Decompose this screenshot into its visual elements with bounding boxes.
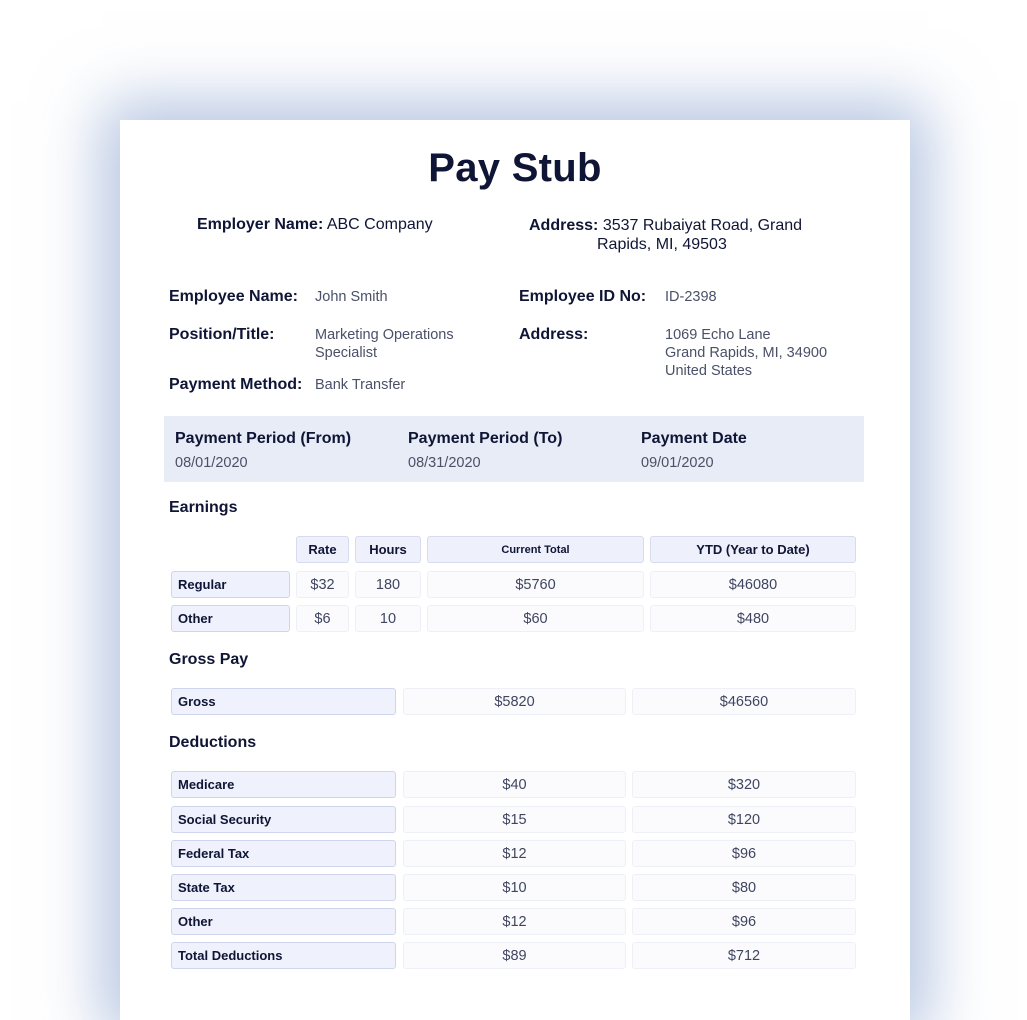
period-to-label: Payment Period (To) (408, 430, 563, 447)
position-value (315, 326, 454, 362)
deduction-current-cell: $15 (403, 806, 626, 833)
employee-name-label: Employee Name: (169, 288, 298, 305)
document-title: Pay Stub (428, 146, 602, 190)
earnings-row-label: Regular (171, 571, 290, 598)
deduction-row-label: State Tax (171, 874, 396, 901)
deduction-row-label: Medicare (171, 771, 396, 798)
employee-address-line3: United States (665, 363, 753, 379)
earnings-hours-cell: 180 (355, 571, 421, 598)
column-header-hours: Hours (355, 536, 421, 563)
earnings-ytd-cell: $46080 (650, 571, 856, 598)
earnings-ytd-cell: $480 (650, 605, 856, 632)
payment-method-label: Payment Method: (169, 376, 303, 393)
period-to-value: 08/31/2020 (408, 455, 481, 471)
earnings-current-cell: $60 (427, 605, 644, 632)
employer-name-value: ABC Company (326, 216, 433, 233)
payment-period-band (164, 416, 864, 482)
gross-row-label: Gross (171, 688, 396, 715)
total-deductions-ytd-cell: $712 (632, 942, 856, 969)
employee-address-label: Address: (519, 326, 589, 343)
gross-ytd-cell: $46560 (632, 688, 856, 715)
earnings-row-label: Other (171, 605, 290, 632)
employer-address-label: Address: (529, 217, 599, 234)
deduction-current-cell: $40 (403, 771, 626, 798)
column-header-rate: Rate (296, 536, 349, 563)
earnings-hours-cell: 10 (355, 605, 421, 632)
earnings-rate-cell: $32 (296, 571, 349, 598)
period-to (408, 430, 562, 471)
employee-name-value: John Smith (315, 289, 388, 305)
gross-current-cell: $5820 (403, 688, 626, 715)
deduction-row-label: Other (171, 908, 396, 935)
employer-address (529, 216, 802, 254)
payment-date-label: Payment Date (641, 430, 747, 447)
position-line1: Marketing Operations (315, 327, 454, 343)
column-header-ytd: YTD (Year to Date) (650, 536, 856, 563)
position-label: Position/Title: (169, 326, 275, 343)
deduction-ytd-cell: $320 (632, 771, 856, 798)
total-deductions-current-cell: $89 (403, 942, 626, 969)
deduction-current-cell: $12 (403, 908, 626, 935)
employee-address-value (665, 326, 827, 380)
employee-id-value: ID-2398 (665, 289, 717, 305)
period-from (175, 430, 351, 471)
period-from-label: Payment Period (From) (175, 430, 352, 447)
period-from-value: 08/01/2020 (175, 455, 248, 471)
deduction-ytd-cell: $96 (632, 908, 856, 935)
position-line2: Specialist (315, 345, 378, 361)
deduction-ytd-cell: $96 (632, 840, 856, 867)
deductions-heading: Deductions (169, 734, 257, 751)
employer-name (197, 216, 433, 234)
payment-date-value: 09/01/2020 (641, 455, 714, 471)
employee-id-label: Employee ID No: (519, 288, 647, 305)
payment-method-value: Bank Transfer (315, 377, 406, 393)
deduction-ytd-cell: $80 (632, 874, 856, 901)
deduction-row-label: Social Security (171, 806, 396, 833)
employer-address-line1: 3537 Rubaiyat Road, Grand (602, 217, 803, 234)
earnings-current-cell: $5760 (427, 571, 644, 598)
earnings-rate-cell: $6 (296, 605, 349, 632)
deduction-current-cell: $12 (403, 840, 626, 867)
employer-name-label: Employer Name: (197, 216, 324, 233)
gross-pay-heading: Gross Pay (169, 651, 249, 668)
employer-address-line2: Rapids, MI, 49503 (597, 236, 727, 253)
column-header-current-total: Current Total (427, 536, 644, 563)
deduction-ytd-cell: $120 (632, 806, 856, 833)
employee-address-line1: 1069 Echo Lane (665, 327, 771, 343)
earnings-heading: Earnings (169, 499, 238, 516)
deduction-current-cell: $10 (403, 874, 626, 901)
total-deductions-label: Total Deductions (171, 942, 396, 969)
payment-date (641, 430, 747, 471)
deduction-row-label: Federal Tax (171, 840, 396, 867)
employee-address-line2: Grand Rapids, MI, 34900 (665, 345, 828, 361)
pay-stub-document (120, 120, 910, 1020)
